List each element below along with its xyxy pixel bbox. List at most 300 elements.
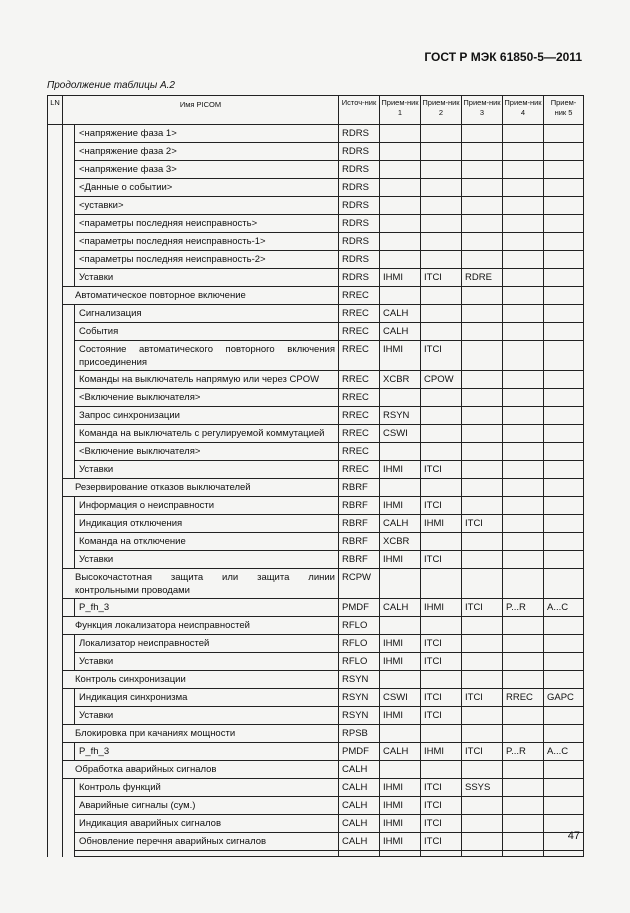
receiver-cell bbox=[462, 635, 503, 653]
empty-cell bbox=[339, 851, 380, 857]
ln-cell bbox=[48, 707, 63, 725]
receiver-cell bbox=[503, 305, 544, 323]
source-cell: CALH bbox=[339, 833, 380, 851]
table-row bbox=[48, 425, 584, 443]
receiver-cell: IHMI bbox=[380, 497, 421, 515]
receiver-cell bbox=[544, 761, 584, 779]
source-cell: CALH bbox=[339, 815, 380, 833]
ln-cell bbox=[48, 251, 63, 269]
indent-cell bbox=[63, 269, 75, 287]
picom-name-cell: Индикация аварийных сигналов bbox=[75, 815, 339, 833]
source-cell: RREC bbox=[339, 371, 380, 389]
receiver-cell bbox=[380, 215, 421, 233]
receiver-cell bbox=[503, 551, 544, 569]
receiver-cell bbox=[380, 443, 421, 461]
receiver-cell bbox=[462, 287, 503, 305]
table-row bbox=[48, 407, 584, 425]
indent-cell bbox=[63, 551, 75, 569]
receiver-cell: ITCI bbox=[462, 743, 503, 761]
receiver-cell: ITCI bbox=[421, 497, 462, 515]
table-row bbox=[48, 125, 584, 143]
source-cell: RDRS bbox=[339, 197, 380, 215]
ln-cell bbox=[48, 305, 63, 323]
receiver-cell bbox=[462, 125, 503, 143]
receiver-cell bbox=[503, 269, 544, 287]
receiver-cell bbox=[503, 143, 544, 161]
receiver-cell bbox=[503, 425, 544, 443]
indent-cell bbox=[63, 815, 75, 833]
indent-cell bbox=[63, 161, 75, 179]
receiver-cell bbox=[421, 671, 462, 689]
receiver-cell: A...C bbox=[544, 743, 584, 761]
ln-cell bbox=[48, 833, 63, 851]
receiver-cell bbox=[544, 479, 584, 497]
receiver-cell bbox=[544, 461, 584, 479]
indent-cell bbox=[63, 371, 75, 389]
ln-cell bbox=[48, 125, 63, 143]
ln-cell bbox=[48, 671, 63, 689]
receiver-cell bbox=[462, 653, 503, 671]
receiver-cell: ITCI bbox=[421, 815, 462, 833]
picom-name-cell: Обновление перечня аварийных сигналов bbox=[75, 833, 339, 851]
empty-cell bbox=[544, 851, 584, 857]
receiver-cell: IHMI bbox=[380, 461, 421, 479]
picom-name-cell: <параметры последняя неисправность> bbox=[75, 215, 339, 233]
indent-cell bbox=[63, 779, 75, 797]
picom-name-cell: Резервирование отказов выключателей bbox=[63, 479, 339, 497]
picom-name-cell: Сигнализация bbox=[75, 305, 339, 323]
picom-name-cell: Автоматическое повторное включение bbox=[63, 287, 339, 305]
receiver-cell bbox=[503, 161, 544, 179]
picom-table bbox=[47, 95, 584, 857]
ln-cell bbox=[48, 689, 63, 707]
receiver-cell bbox=[503, 533, 544, 551]
receiver-cell bbox=[421, 305, 462, 323]
receiver-cell bbox=[421, 143, 462, 161]
picom-name-cell: Уставки bbox=[75, 707, 339, 725]
receiver-cell bbox=[462, 551, 503, 569]
picom-name-cell: <напряжение фаза 2> bbox=[75, 143, 339, 161]
table-row bbox=[48, 635, 584, 653]
ln-cell bbox=[48, 425, 63, 443]
receiver-cell bbox=[421, 197, 462, 215]
receiver-cell bbox=[380, 479, 421, 497]
receiver-cell bbox=[380, 725, 421, 743]
source-cell: RDRS bbox=[339, 215, 380, 233]
receiver-cell bbox=[503, 671, 544, 689]
ln-cell bbox=[48, 599, 63, 617]
receiver-cell bbox=[421, 389, 462, 407]
receiver-cell: IHMI bbox=[380, 635, 421, 653]
receiver-cell: CPOW bbox=[421, 371, 462, 389]
source-cell: RDRS bbox=[339, 251, 380, 269]
receiver-cell bbox=[421, 251, 462, 269]
indent-cell bbox=[63, 305, 75, 323]
source-cell: RDRS bbox=[339, 161, 380, 179]
receiver-cell bbox=[544, 197, 584, 215]
table-row bbox=[48, 815, 584, 833]
col-source: Источ-ник bbox=[339, 96, 380, 125]
receiver-cell bbox=[503, 197, 544, 215]
receiver-cell bbox=[380, 251, 421, 269]
receiver-cell bbox=[544, 371, 584, 389]
picom-name-cell: P_fh_3 bbox=[75, 599, 339, 617]
receiver-cell bbox=[421, 725, 462, 743]
indent-cell bbox=[63, 689, 75, 707]
receiver-cell bbox=[462, 197, 503, 215]
receiver-cell: ITCI bbox=[421, 797, 462, 815]
indent-cell bbox=[63, 461, 75, 479]
col-receiver-2: Прием-ник 2 bbox=[421, 96, 462, 125]
receiver-cell bbox=[421, 323, 462, 341]
receiver-cell: CSWI bbox=[380, 425, 421, 443]
table-row bbox=[48, 689, 584, 707]
receiver-cell: ITCI bbox=[421, 341, 462, 371]
table-row bbox=[48, 617, 584, 635]
ln-cell bbox=[48, 479, 63, 497]
receiver-cell bbox=[503, 761, 544, 779]
receiver-cell bbox=[503, 779, 544, 797]
receiver-cell bbox=[462, 497, 503, 515]
receiver-cell bbox=[462, 833, 503, 851]
receiver-cell bbox=[503, 371, 544, 389]
table-row bbox=[48, 797, 584, 815]
ln-cell bbox=[48, 779, 63, 797]
receiver-cell: SSYS bbox=[462, 779, 503, 797]
receiver-cell bbox=[544, 533, 584, 551]
source-cell: RSYN bbox=[339, 689, 380, 707]
receiver-cell bbox=[462, 479, 503, 497]
indent-cell bbox=[63, 653, 75, 671]
table-row bbox=[48, 779, 584, 797]
source-cell: RREC bbox=[339, 389, 380, 407]
indent-cell bbox=[63, 125, 75, 143]
source-cell: RREC bbox=[339, 407, 380, 425]
indent-cell bbox=[63, 635, 75, 653]
receiver-cell bbox=[503, 635, 544, 653]
indent-cell bbox=[63, 341, 75, 371]
receiver-cell: P...R bbox=[503, 743, 544, 761]
table-row bbox=[48, 389, 584, 407]
indent-cell bbox=[63, 707, 75, 725]
table-row bbox=[48, 497, 584, 515]
table-row bbox=[48, 215, 584, 233]
receiver-cell bbox=[544, 125, 584, 143]
receiver-cell bbox=[462, 233, 503, 251]
picom-name-cell: Уставки bbox=[75, 551, 339, 569]
source-cell: RREC bbox=[339, 443, 380, 461]
ln-cell bbox=[48, 197, 63, 215]
indent-cell bbox=[63, 233, 75, 251]
receiver-cell bbox=[544, 407, 584, 425]
picom-name-cell: <напряжение фаза 3> bbox=[75, 161, 339, 179]
picom-name-cell: Уставки bbox=[75, 269, 339, 287]
table-row bbox=[48, 653, 584, 671]
indent-cell bbox=[63, 515, 75, 533]
receiver-cell: CALH bbox=[380, 323, 421, 341]
ln-cell bbox=[48, 143, 63, 161]
receiver-cell: RDRE bbox=[462, 269, 503, 287]
indent-cell bbox=[63, 143, 75, 161]
receiver-cell bbox=[544, 269, 584, 287]
receiver-cell bbox=[503, 443, 544, 461]
table-row bbox=[48, 479, 584, 497]
table-row bbox=[48, 161, 584, 179]
col-picom-name: Имя PICOM bbox=[63, 96, 339, 125]
source-cell: RFLO bbox=[339, 617, 380, 635]
col-receiver-1: Прием-ник 1 bbox=[380, 96, 421, 125]
receiver-cell: IHMI bbox=[380, 269, 421, 287]
receiver-cell: ITCI bbox=[421, 707, 462, 725]
receiver-cell bbox=[503, 389, 544, 407]
source-cell: RBRF bbox=[339, 479, 380, 497]
table-row bbox=[48, 761, 584, 779]
ln-cell bbox=[48, 287, 63, 305]
receiver-cell bbox=[421, 479, 462, 497]
receiver-cell bbox=[462, 323, 503, 341]
receiver-cell bbox=[503, 479, 544, 497]
receiver-cell bbox=[462, 179, 503, 197]
picom-name-cell: Локализатор неисправностей bbox=[75, 635, 339, 653]
receiver-cell bbox=[421, 161, 462, 179]
source-cell: RDRS bbox=[339, 125, 380, 143]
ln-cell bbox=[48, 617, 63, 635]
table-row bbox=[48, 743, 584, 761]
source-cell: RBRF bbox=[339, 533, 380, 551]
picom-name-cell: <Данные о событии> bbox=[75, 179, 339, 197]
ln-cell bbox=[48, 341, 63, 371]
receiver-cell bbox=[503, 287, 544, 305]
source-cell: RREC bbox=[339, 425, 380, 443]
receiver-cell: ITCI bbox=[421, 689, 462, 707]
ln-cell bbox=[48, 407, 63, 425]
table-continuation-row bbox=[48, 851, 584, 857]
picom-name-cell: Запрос синхронизации bbox=[75, 407, 339, 425]
picom-name-cell: Индикация отключения bbox=[75, 515, 339, 533]
table-row bbox=[48, 551, 584, 569]
receiver-cell bbox=[544, 179, 584, 197]
receiver-cell bbox=[421, 125, 462, 143]
indent-cell bbox=[63, 251, 75, 269]
empty-cell bbox=[48, 851, 63, 857]
receiver-cell: XCBR bbox=[380, 371, 421, 389]
ln-cell bbox=[48, 551, 63, 569]
receiver-cell bbox=[544, 635, 584, 653]
receiver-cell: ITCI bbox=[421, 551, 462, 569]
indent-cell bbox=[63, 443, 75, 461]
receiver-cell bbox=[380, 389, 421, 407]
receiver-cell: IHMI bbox=[380, 815, 421, 833]
table-row bbox=[48, 371, 584, 389]
receiver-cell bbox=[380, 143, 421, 161]
receiver-cell bbox=[544, 653, 584, 671]
indent-cell bbox=[63, 215, 75, 233]
receiver-cell bbox=[462, 407, 503, 425]
table-row bbox=[48, 725, 584, 743]
ln-cell bbox=[48, 233, 63, 251]
ln-cell bbox=[48, 461, 63, 479]
source-cell: RBRF bbox=[339, 551, 380, 569]
table-row bbox=[48, 569, 584, 599]
picom-name-cell: Обработка аварийных сигналов bbox=[63, 761, 339, 779]
indent-cell bbox=[63, 389, 75, 407]
receiver-cell bbox=[380, 569, 421, 599]
ln-cell bbox=[48, 215, 63, 233]
receiver-cell bbox=[544, 305, 584, 323]
receiver-cell bbox=[544, 671, 584, 689]
empty-cell bbox=[380, 851, 421, 857]
receiver-cell: ITCI bbox=[421, 635, 462, 653]
receiver-cell: IHMI bbox=[380, 779, 421, 797]
receiver-cell bbox=[462, 815, 503, 833]
source-cell: RFLO bbox=[339, 635, 380, 653]
receiver-cell bbox=[503, 707, 544, 725]
receiver-cell bbox=[544, 287, 584, 305]
source-cell: RFLO bbox=[339, 653, 380, 671]
col-ln: LN bbox=[48, 96, 63, 125]
receiver-cell bbox=[380, 671, 421, 689]
receiver-cell bbox=[462, 671, 503, 689]
receiver-cell bbox=[544, 569, 584, 599]
picom-name-cell: <параметры последняя неисправность-2> bbox=[75, 251, 339, 269]
receiver-cell bbox=[544, 497, 584, 515]
receiver-cell bbox=[421, 407, 462, 425]
indent-cell bbox=[63, 497, 75, 515]
ln-cell bbox=[48, 761, 63, 779]
receiver-cell bbox=[380, 761, 421, 779]
table-row bbox=[48, 515, 584, 533]
receiver-cell bbox=[421, 287, 462, 305]
picom-name-cell: <Включение выключателя> bbox=[75, 389, 339, 407]
source-cell: RSYN bbox=[339, 707, 380, 725]
ln-cell bbox=[48, 497, 63, 515]
table-row bbox=[48, 833, 584, 851]
empty-cell bbox=[462, 851, 503, 857]
receiver-cell bbox=[421, 233, 462, 251]
receiver-cell bbox=[421, 443, 462, 461]
picom-name-cell: Аварийные сигналы (сум.) bbox=[75, 797, 339, 815]
indent-cell bbox=[63, 599, 75, 617]
picom-name-cell: Команды на выключатель напрямую или через CPOW bbox=[75, 371, 339, 389]
receiver-cell bbox=[544, 323, 584, 341]
receiver-cell bbox=[380, 197, 421, 215]
receiver-cell bbox=[544, 797, 584, 815]
standard-header: ГОСТ Р МЭК 61850-5—2011 bbox=[424, 50, 582, 64]
receiver-cell bbox=[462, 251, 503, 269]
ln-cell bbox=[48, 515, 63, 533]
table-row bbox=[48, 233, 584, 251]
source-cell: RREC bbox=[339, 305, 380, 323]
picom-name-cell: Команда на выключатель с регулируемой коммутацией bbox=[75, 425, 339, 443]
receiver-cell bbox=[462, 425, 503, 443]
indent-cell bbox=[63, 425, 75, 443]
ln-cell bbox=[48, 725, 63, 743]
picom-name-cell: <уставки> bbox=[75, 197, 339, 215]
ln-cell bbox=[48, 653, 63, 671]
receiver-cell: ITCI bbox=[421, 269, 462, 287]
receiver-cell: ITCI bbox=[462, 515, 503, 533]
receiver-cell bbox=[462, 161, 503, 179]
ln-cell bbox=[48, 269, 63, 287]
receiver-cell: GAPC bbox=[544, 689, 584, 707]
indent-cell bbox=[63, 197, 75, 215]
table-row bbox=[48, 287, 584, 305]
ln-cell bbox=[48, 443, 63, 461]
indent-cell bbox=[63, 407, 75, 425]
table-row bbox=[48, 707, 584, 725]
receiver-cell bbox=[544, 251, 584, 269]
source-cell: RBRF bbox=[339, 497, 380, 515]
receiver-cell bbox=[544, 161, 584, 179]
receiver-cell bbox=[544, 341, 584, 371]
receiver-cell bbox=[503, 323, 544, 341]
ln-cell bbox=[48, 371, 63, 389]
receiver-cell bbox=[503, 515, 544, 533]
table-caption: Продолжение таблицы А.2 bbox=[47, 80, 175, 91]
receiver-cell bbox=[503, 179, 544, 197]
receiver-cell bbox=[421, 533, 462, 551]
picom-name-cell: Информация о неисправности bbox=[75, 497, 339, 515]
receiver-cell bbox=[462, 617, 503, 635]
receiver-cell: XCBR bbox=[380, 533, 421, 551]
indent-cell bbox=[63, 323, 75, 341]
receiver-cell bbox=[503, 407, 544, 425]
table-row bbox=[48, 533, 584, 551]
ln-cell bbox=[48, 797, 63, 815]
picom-name-cell: Функция локализатора неисправностей bbox=[63, 617, 339, 635]
receiver-cell: ITCI bbox=[421, 461, 462, 479]
receiver-cell bbox=[380, 161, 421, 179]
picom-name-cell: Контроль функций bbox=[75, 779, 339, 797]
table-row bbox=[48, 671, 584, 689]
receiver-cell bbox=[462, 761, 503, 779]
empty-cell bbox=[63, 851, 75, 857]
page-number: 47 bbox=[567, 830, 580, 842]
table-row bbox=[48, 305, 584, 323]
source-cell: RCPW bbox=[339, 569, 380, 599]
receiver-cell bbox=[544, 389, 584, 407]
receiver-cell bbox=[462, 371, 503, 389]
receiver-cell bbox=[544, 551, 584, 569]
picom-name-cell: Блокировка при качаниях мощности bbox=[63, 725, 339, 743]
source-cell: RDRS bbox=[339, 269, 380, 287]
receiver-cell: IHMI bbox=[380, 551, 421, 569]
ln-cell bbox=[48, 389, 63, 407]
col-receiver-3: Прием-ник 3 bbox=[462, 96, 503, 125]
picom-name-cell: Уставки bbox=[75, 653, 339, 671]
source-cell: CALH bbox=[339, 761, 380, 779]
receiver-cell bbox=[503, 233, 544, 251]
receiver-cell: CALH bbox=[380, 599, 421, 617]
receiver-cell: ITCI bbox=[421, 653, 462, 671]
indent-cell bbox=[63, 833, 75, 851]
source-cell: RREC bbox=[339, 461, 380, 479]
receiver-cell bbox=[421, 179, 462, 197]
receiver-cell: IHMI bbox=[380, 707, 421, 725]
ln-cell bbox=[48, 635, 63, 653]
ln-cell bbox=[48, 533, 63, 551]
indent-cell bbox=[63, 743, 75, 761]
ln-cell bbox=[48, 323, 63, 341]
ln-cell bbox=[48, 569, 63, 599]
receiver-cell: ITCI bbox=[421, 779, 462, 797]
picom-name-cell: Индикация синхронизма bbox=[75, 689, 339, 707]
receiver-cell bbox=[503, 617, 544, 635]
receiver-cell: IHMI bbox=[380, 797, 421, 815]
receiver-cell: IHMI bbox=[421, 599, 462, 617]
receiver-cell bbox=[380, 287, 421, 305]
receiver-cell bbox=[544, 725, 584, 743]
